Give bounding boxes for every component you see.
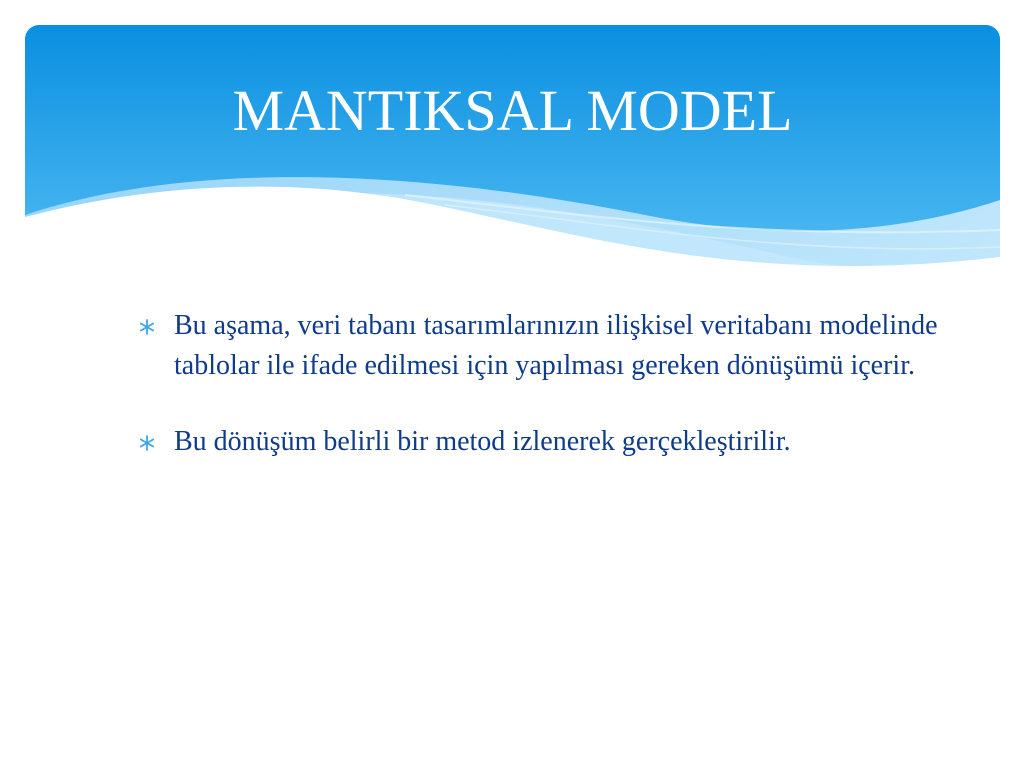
asterisk-icon <box>138 434 156 452</box>
slide-title: MANTIKSAL MODEL <box>232 78 793 143</box>
list-item <box>138 306 938 386</box>
bullet-list <box>138 306 938 498</box>
bullet-text: Bu dönüşüm belirli bir metod izlenerek gerçekleştirilir. <box>174 426 791 457</box>
header-banner <box>25 25 1000 290</box>
header-wave-graphic <box>25 25 1000 290</box>
bullet-text: Bu aşama, veri tabanı tasarımlarınızın ilişkisel veritabanı modelinde tablolar ile ifade edilmesi için yapılması gereken dönüşümü içerir. <box>174 310 938 381</box>
list-item <box>138 422 938 462</box>
asterisk-icon <box>138 318 156 336</box>
